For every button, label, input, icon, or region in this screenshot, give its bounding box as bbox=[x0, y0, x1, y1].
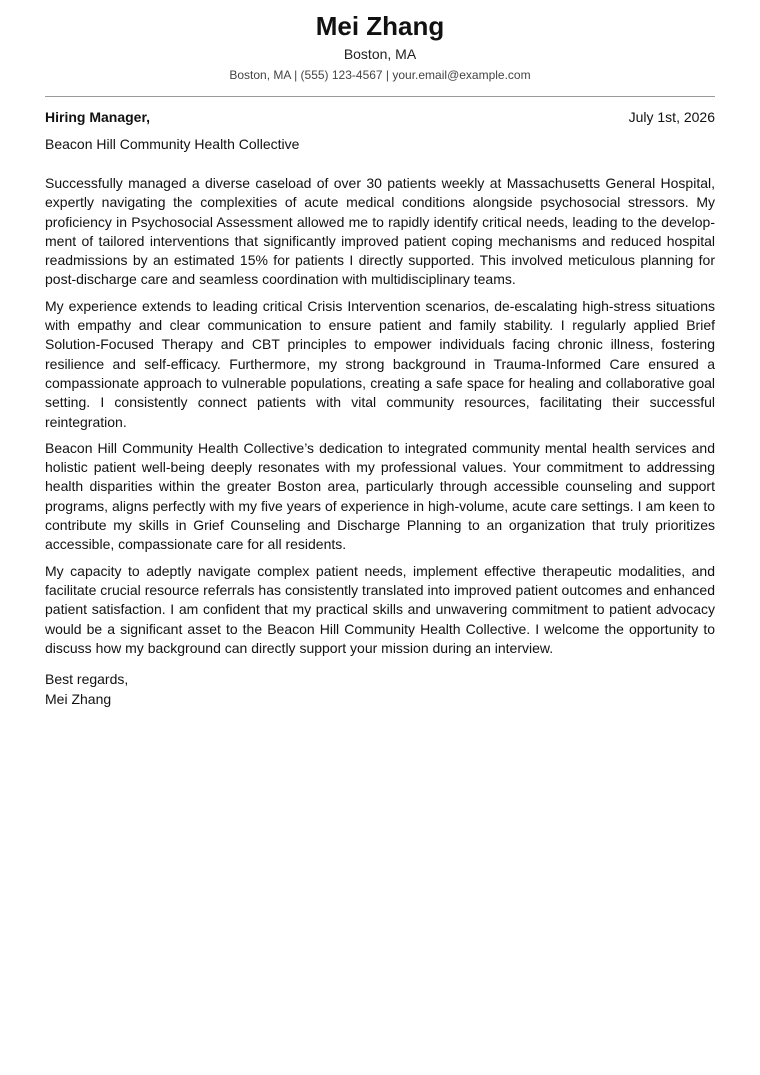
sender-name: Mei Zhang bbox=[315, 11, 445, 41]
body-paragraph: Successfully managed a diverse caseload of over 30 patients weekly at Massachusetts General Hospital, expertly navigating the complexities of acute medical conditions alongside psychosocial stressors. My proficiency in Psychosocial Assessment allowed me to rapidly identify critical needs, leading to the development of tailored interventions that significantly improved patient coping mechanisms and reduced hospital readmissions by an estimated 15% for patients I directly supported. This involved meticulous planning for post-discharge care and seamless coordination with multidisciplinary teams. bbox=[45, 175, 715, 288]
signature-name: Mei Zhang bbox=[45, 690, 112, 707]
body-paragraph: My experience extends to leading critical Crisis Intervention scenarios, de-escalating high-stress situations with empathy and clear communication to ensure patient and family stability. I regularly applied Brief Solution-Focused Therapy and CBT principles to empower individuals facing chronic illness, fostering resilience and self-efficacy. Furthermore, my strong background in Trauma-Informed Care ensured a compassionate approach to vulnerable populations, creating a safe space for healing and collaborative goal setting. I consistently connect patients with vital community resources, facilitating their successful reintegration. bbox=[45, 297, 715, 430]
letter-header bbox=[45, 10, 715, 84]
sender-location: Boston, MA bbox=[343, 46, 417, 62]
recipient-organization: Beacon Hill Community Health Collective bbox=[45, 136, 300, 152]
letter-closing-block bbox=[45, 670, 715, 709]
header-divider bbox=[45, 96, 715, 97]
body-paragraph: My capacity to adeptly navigate complex patient needs, implement effective therapeutic modalities, and facilitate crucial resource referrals has consistently translated into improved patient outcomes and enhanced patient satisfaction. I am confident that my practical skills and unwavering commitment to patient advocacy would be a significant asset to the Beacon Hill Community Health Collective. I welcome the opportunity to discuss how my background can directly support your mission during an interview. bbox=[45, 562, 715, 656]
letter-date: July 1st, 2026 bbox=[628, 109, 715, 125]
letter-body bbox=[45, 174, 715, 658]
recipient-salutation: Hiring Manager, bbox=[45, 109, 151, 125]
body-paragraph: Beacon Hill Community Health Collective’s dedication to integrated community mental health services and holistic patient well-being deeply resonates with my professional values. Your commitment to addressing health disparities within the greater Boston area, particularly through accessible counseling and support programs, aligns perfectly with my five years of experience in high-volume, acute care settings. I am keen to contribute my skills in Grief Counseling and Discharge Planning to an organization that truly prioritizes accessible, compassionate care for all residents. bbox=[45, 439, 715, 553]
closing-phrase: Best regards, bbox=[45, 671, 129, 688]
recipient-date-row bbox=[45, 107, 715, 127]
sender-contact-line: Boston, MA | (555) 123-4567 | your.email@example.com bbox=[229, 68, 531, 82]
